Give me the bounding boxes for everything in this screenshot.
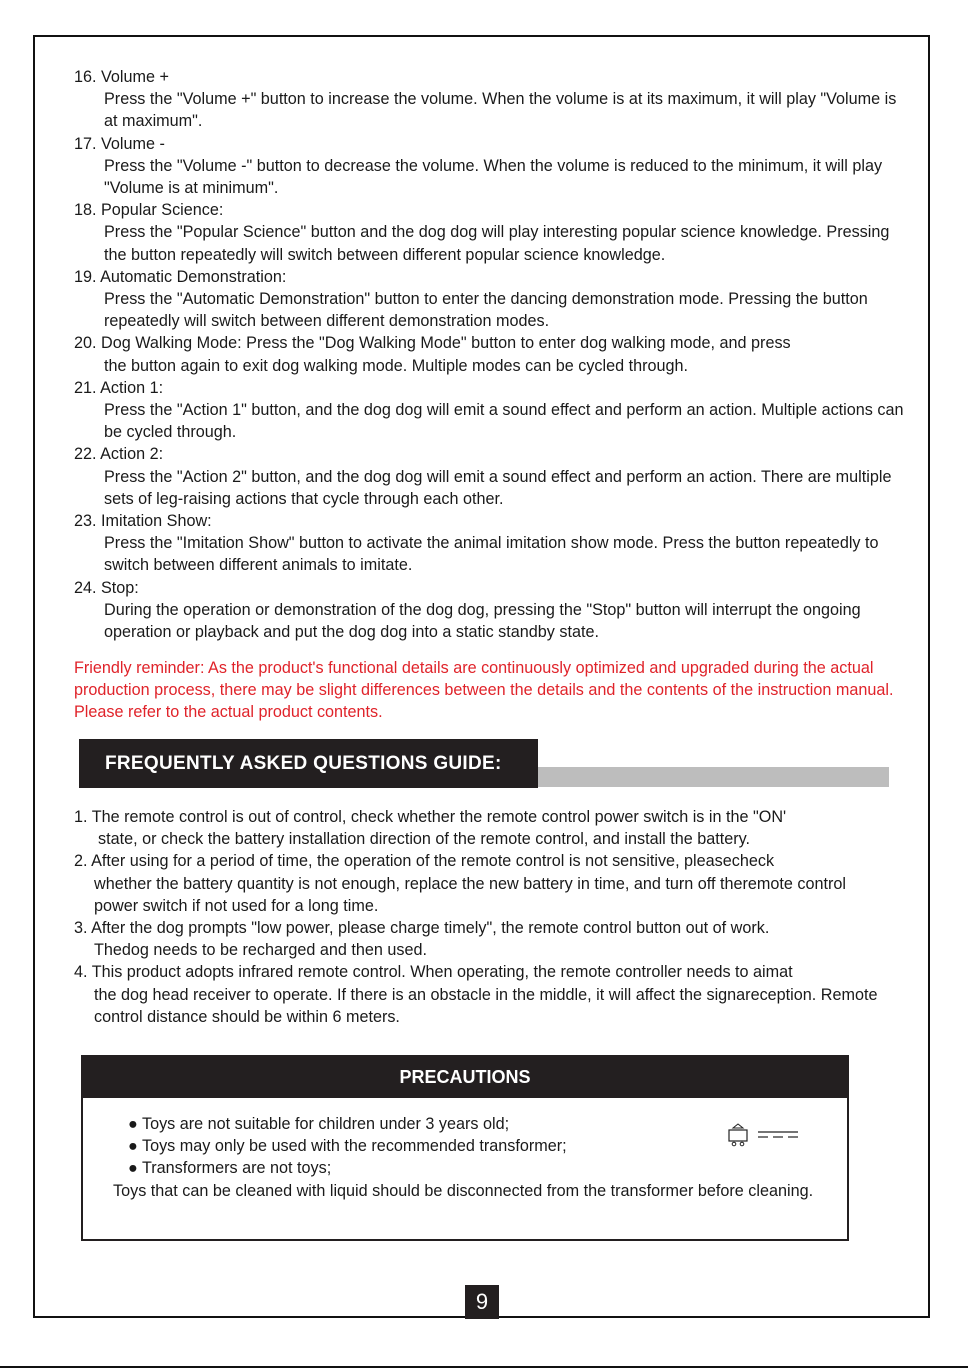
feature-item [74,199,904,266]
feature-title: 22. Action 2: [74,445,164,464]
page-number: 9 [465,1285,499,1319]
precaution-bullet: ● Toys are not suitable for children under 3 years old; [128,1115,510,1133]
faq-item-first-line: 4. This product adopts infrared remote control. When operating, the remote controller needs to aimat [74,963,793,982]
feature-title: 21. Action 1: [74,378,164,397]
feature-body: Press the "Volume -" button to decrease the volume. When the volume is reduced to the minimum, it will play "Volume is at minimum". [104,156,883,198]
feature-title: 20. Dog Walking Mode: Press the "Dog Walking Mode" button to enter dog walking mode, and press [74,334,791,353]
feature-item [74,577,904,644]
feature-item [74,133,904,200]
feature-body: During the operation or demonstration of the dog dog, pressing the "Stop" button will interrupt the ongoing operation or playback and put the dog dog into a static standby state. [104,600,861,642]
feature-title: 18. Popular Science: [74,201,224,220]
feature-item [74,66,904,133]
precaution-bullet: ● Transformers are not toys; [128,1159,332,1178]
faq-item-continuation: Thedog needs to be recharged and then used. [94,941,427,960]
faq-item-first-line: 1. The remote control is out of control, check whether the remote control power switch is in the "ON' [74,808,787,826]
feature-title: 17. Volume - [74,134,165,153]
feature-body: Press the "Popular Science" button and the dog dog will play interesting popular science knowledge. Pressing the button repeatedly will switch between different popular science knowledge. [104,223,890,264]
feature-body: Press the "Volume +" button to increase the volume. When the volume is at its maximum, it will play "Volume is at maximum". [104,90,897,131]
faq-item [74,917,894,961]
feature-title: 23. Imitation Show: [74,512,212,531]
feature-item [74,377,904,444]
faq-item-continuation: whether the battery quantity is not enough, replace the new battery in time, and turn off theremote control power switch if not used for a long time. [94,874,846,915]
feature-body: the button again to exit dog walking mode. Multiple modes can be cycled through. [104,356,689,375]
feature-title: 19. Automatic Demonstration: [74,267,287,286]
precautions-heading: PRECAUTIONS [83,1057,847,1098]
transformer-dc-symbol-icon [726,1123,806,1147]
feature-body: Press the "Imitation Show" button to activate the animal imitation show mode. Press the button repeatedly to switch between different animals to imitate. [104,534,879,575]
faq-item-first-line: 2. After using for a period of time, the operation of the remote control is not sensitive, pleasecheck [74,852,775,871]
feature-body: Press the "Automatic Demonstration" button to enter the dancing demonstration mode. Pressing the button repeatedly will switch between different demonstration modes. [104,290,868,331]
friendly-reminder: Friendly reminder: As the product's functional details are continuously optimized and upgraded during the actual production process, there may be slight differences between the details and the contents of the instruction manual. Please refer to the actual product contents. [74,659,894,722]
faq-item [74,850,894,917]
faq-item [74,806,894,850]
feature-item [74,443,904,510]
precaution-note: Toys that can be cleaned with liquid should be disconnected from the transformer before cleaning. [113,1181,814,1200]
feature-item [74,332,904,376]
faq-item [74,961,894,1028]
feature-list [74,66,904,643]
faq-item-continuation: the dog head receiver to operate. If there is an obstacle in the middle, it will affect the signareception. Remote control distance should be within 6 meters. [94,985,878,1026]
faq-item-first-line: 3. After the dog prompts "low power, please charge timely", the remote control button out of work. [74,919,770,938]
feature-body: Press the "Action 1" button, and the dog dog will emit a sound effect and perform an action. Multiple actions can be cycled through. [104,401,904,442]
feature-item [74,266,904,333]
bottom-rule [0,1366,968,1368]
precautions-box [81,1055,849,1241]
faq-heading: FREQUENTLY ASKED QUESTIONS GUIDE: [79,739,538,788]
precautions-list [113,1113,828,1202]
faq-item-continuation: state, or check the battery installation direction of the remote control, and install the battery. [98,830,751,849]
feature-title: 24. Stop: [74,578,139,597]
faq-list [74,806,894,1028]
feature-item [74,510,904,577]
feature-title: 16. Volume + [74,68,169,86]
precaution-bullet: ● Toys may only be used with the recommended transformer; [128,1137,567,1156]
feature-body: Press the "Action 2" button, and the dog dog will emit a sound effect and perform an action. There are multiple sets of leg-raising actions that cycle through each other. [104,467,892,508]
